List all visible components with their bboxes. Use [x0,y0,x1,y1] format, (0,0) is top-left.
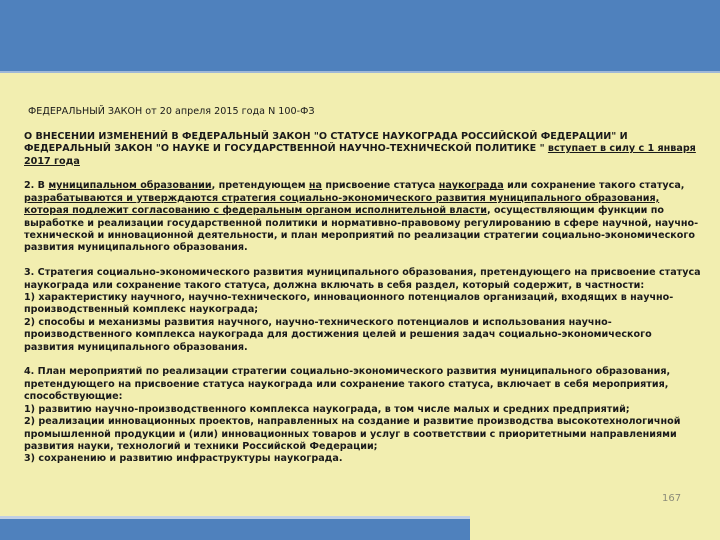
p4-intro: 4. План мероприятий по реализации стратегии социально-экономического развития муниципального образования, претендующего на присвоение статуса наукограда или сохранение такого статуса, включает в себя мероприятия, способствующие: [24,366,671,403]
law-intro [24,131,704,168]
paragraph-4 [24,366,704,465]
p3-intro: 3. Стратегия социально-экономического развития муниципального образования, претендующего на присвоение статуса наукограда или сохранение такого статуса, должна включать в себя раздел, который содержит, в частности: [24,267,701,291]
p2-underline-3: наукограда [438,180,504,192]
p2-text-3: или сохранение такого статуса, [503,180,685,192]
effective-date: вступает в силу с 1 января 2017 года [24,143,696,167]
p2-num: 2. В [24,180,49,192]
paragraph-2 [24,180,704,254]
law-intro-text: О ВНЕСЕНИИ ИЗМЕНЕНИЙ В ФЕДЕРАЛЬНЫЙ ЗАКОН "О СТАТУСЕ НАУКОГРАДА РОССИЙСКОЙ ФЕДЕРАЦИИ" И ФЕДЕРАЛЬНЫЙ ЗАКОН "О НАУКЕ И ГОСУДАРСТВЕННОЙ НАУЧНО-ТЕХНИЧЕСКОЙ ПОЛИТИКЕ " [24,130,628,155]
header-divider [0,71,720,73]
p4-item: 2) реализации инновационных проектов, направленных на создание и развитие производства высокотехнологичной промышленной продукции и (или) инновационных товаров и услуг в соответствии с приоритетными направлениями развития науки, технологий и техники Российской Федерации; [24,416,681,452]
slide-body [24,106,704,466]
p4-item: 1) развитию научно-производственного комплекса наукограда, в том числе малых и средних предприятий; [24,403,630,415]
p4-item: 3) сохранению и развитию инфраструктуры наукограда. [24,453,343,465]
law-title: ФЕДЕРАЛЬНЫЙ ЗАКОН от 20 апреля 2015 года N 100-ФЗ [28,106,315,117]
p2-underline-4: разрабатываются и утверждаются стратегия социально-экономического развития муниципального образования, которая подлежит согласованию с федеральным органом исполнительной власти [24,192,660,217]
p2-text-1: , претендующем [211,180,309,192]
p2-text-4: , осуществляющим функции по выработке и реализации государственной политики и нормативно-правовому регулированию в сфере научной, научно-технической и инновационной деятельности, и план мероприятий по реализации стратегии социально-экономического развития муниципального образования. [24,205,699,254]
p2-underline-1: муниципальном образовании [48,180,212,192]
p3-item: 2) способы и механизмы развития научного, научно-технического потенциалов и использования научно-производственного комплекса наукограда для достижения целей и решения задач социально-экономического развития муниципального образования. [24,316,652,353]
p3-item: 1) характеристику научного, научно-технического, инновационного потенциалов организаций, входящих в научно-производственный комплекс наукограда; [24,292,674,316]
footer-band [0,519,470,540]
header-band [0,0,720,71]
p2-underline-2: на [308,180,323,192]
page-number: 167 [662,493,682,504]
paragraph-3 [24,267,704,354]
p2-text-2: присвоение статуса [322,180,439,192]
